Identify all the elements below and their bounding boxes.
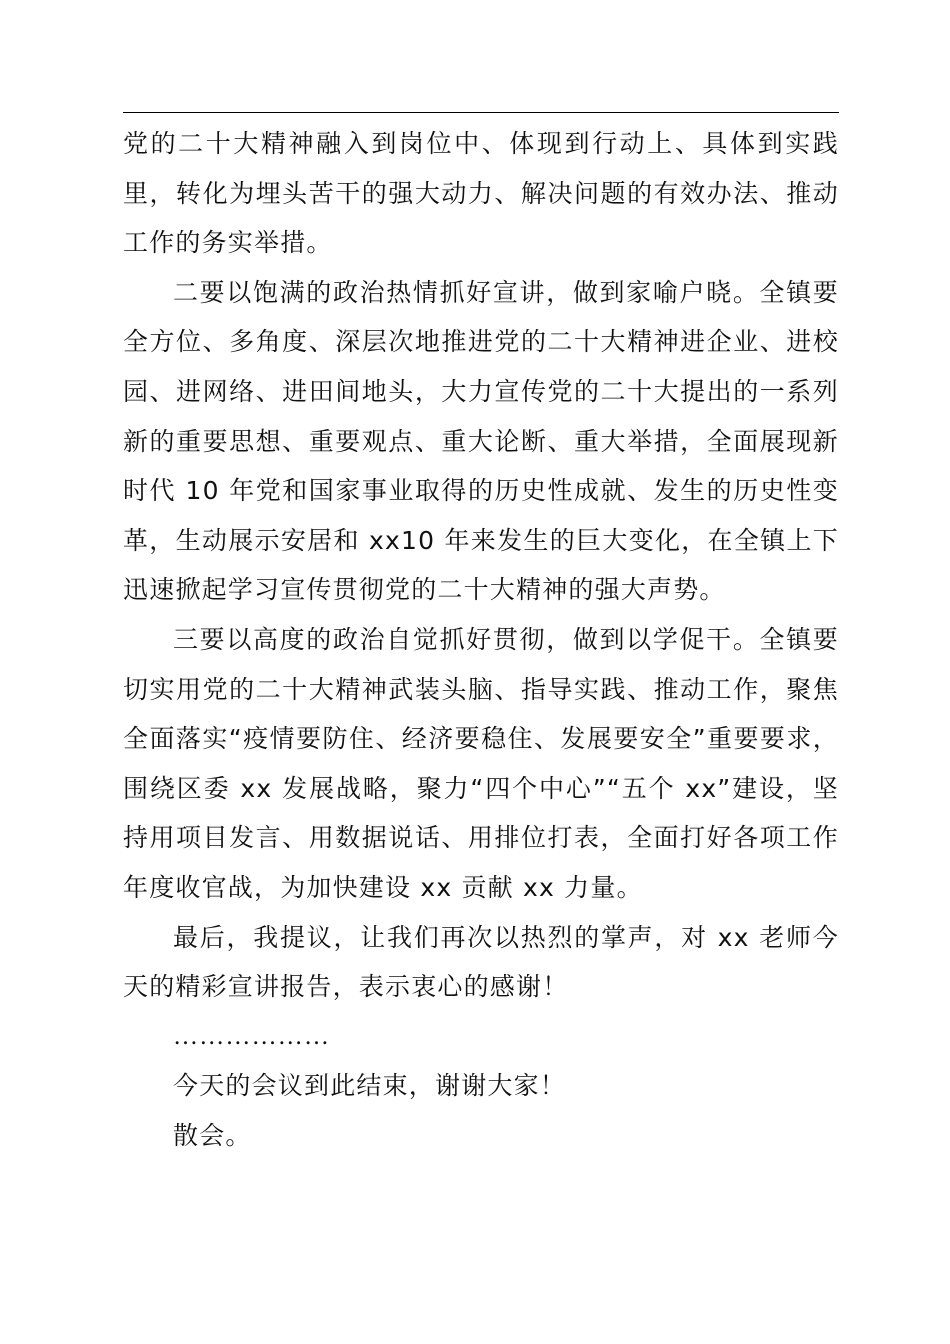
paragraph-thanks: 最后，我提议，让我们再次以热烈的掌声，对 xx 老师今天的精彩宣讲报告，表示衷心的感谢！ bbox=[123, 922, 839, 1002]
header-rule bbox=[123, 112, 839, 113]
paragraph-continuation: 党的二十大精神融入到岗位中、体现到行动上、具体到实践里，转化为埋头苦干的强大动力、解决问题的有效办法、推动工作的务实举措。 bbox=[123, 129, 839, 258]
paragraph-propaganda: 二要以饱满的政治热情抓好宣讲，做到家喻户晓。全镇要全方位、多角度、深层次地推进党的二十大精神进企业、进校园、进网络、进田间地头，大力宣传党的二十大提出的一系列新的重要思想、重要观点、重大论断、重大举措，全面展现新时代 10 年党和国家事业取得的历史性成就、发生的历史性变革，生动展示安居和 xx10 年来发生的巨大变化，在全镇上下迅速掀起学习宣传贯彻党的二十大精神的强大声势。 bbox=[123, 277, 839, 605]
document-body bbox=[123, 119, 839, 1160]
closing-line: 今天的会议到此结束，谢谢大家！ bbox=[173, 1071, 567, 1101]
adjourn-line: 散会。 bbox=[173, 1120, 252, 1150]
paragraph-implementation: 三要以高度的政治自觉抓好贯彻，做到以学促干。全镇要切实用党的二十大精神武装头脑、指导实践、推动工作，聚焦全面落实“疫情要防住、经济要稳住、发展要安全”重要要求，围绕区委 xx 发展战略，聚力“四个中心”“五个 xx”建设，坚持用项目发言、用数据说话、用排位打表，全面打好各项工作年度收官战，为加快建设 xx 贡献 xx 力量。 bbox=[123, 624, 839, 902]
ellipsis-line: ……………… bbox=[173, 1022, 331, 1050]
